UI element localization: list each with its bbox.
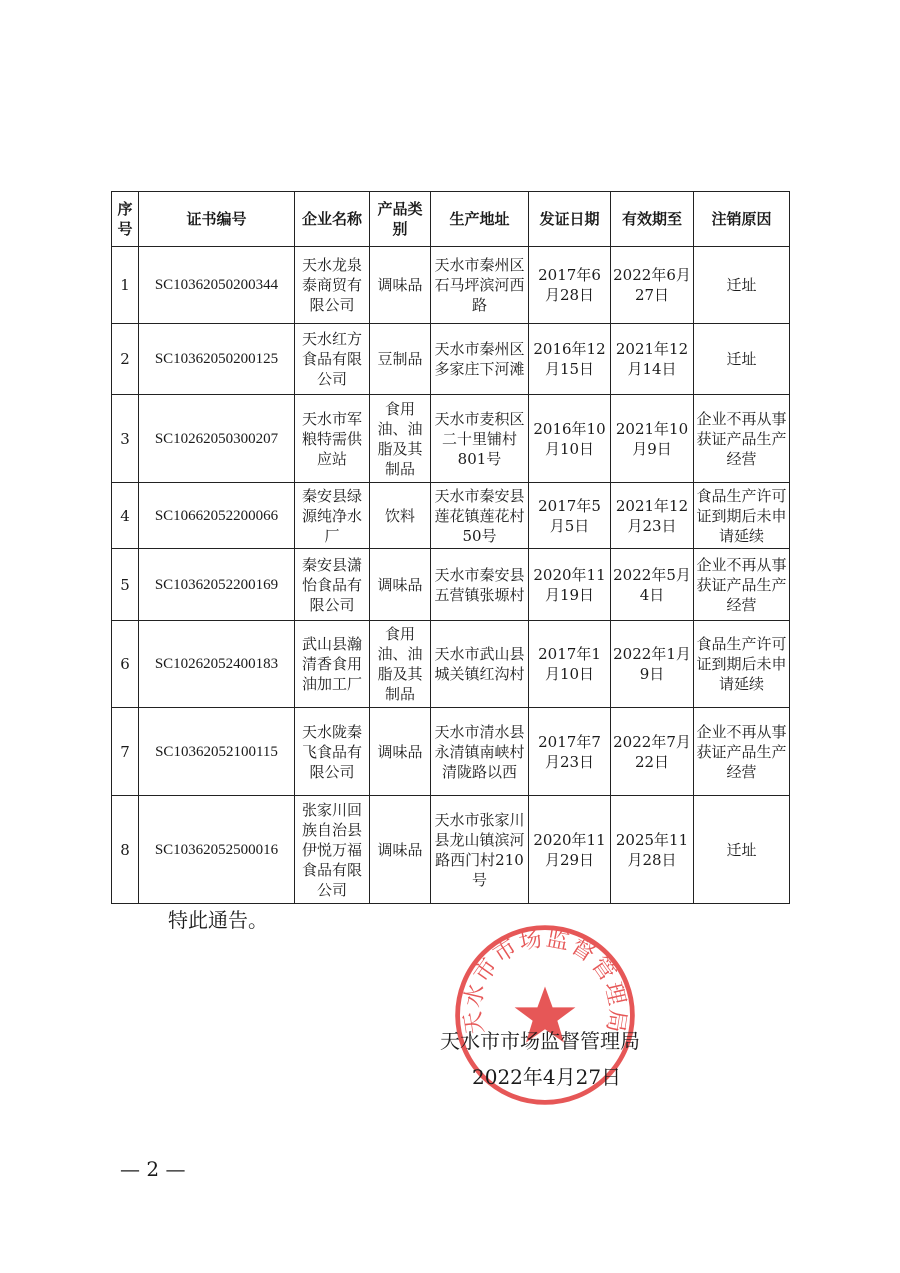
cell-valid: 2022年5月4日 [611, 549, 694, 621]
header-no: 序号 [112, 192, 139, 247]
cell-category: 调味品 [370, 549, 431, 621]
cell-no: 7 [112, 708, 139, 796]
cell-no: 6 [112, 621, 139, 708]
cell-issued: 2017年7月23日 [529, 708, 611, 796]
cell-company: 武山县瀚清香食用油加工厂 [295, 621, 370, 708]
header-issued: 发证日期 [529, 192, 611, 247]
cell-category: 豆制品 [370, 324, 431, 395]
table-row [112, 549, 790, 621]
cell-valid: 2022年7月22日 [611, 708, 694, 796]
cell-category: 饮料 [370, 483, 431, 549]
cell-reason: 企业不再从事获证产品生产经营 [694, 395, 790, 483]
cell-address: 天水市麦积区二十里铺村801号 [431, 395, 529, 483]
cell-category: 调味品 [370, 247, 431, 324]
table-row [112, 708, 790, 796]
header-cert: 证书编号 [139, 192, 295, 247]
cell-valid: 2022年6月27日 [611, 247, 694, 324]
cell-no: 1 [112, 247, 139, 324]
cell-no: 2 [112, 324, 139, 395]
cell-reason: 迁址 [694, 247, 790, 324]
table-row [112, 796, 790, 904]
cell-address: 天水市秦州区石马坪滨河西路 [431, 247, 529, 324]
issuing-authority: 天水市市场监督管理局 [440, 1029, 640, 1053]
cell-issued: 2020年11月29日 [529, 796, 611, 904]
cell-no: 4 [112, 483, 139, 549]
cell-no: 3 [112, 395, 139, 483]
cell-address: 天水市秦安县五营镇张塬村 [431, 549, 529, 621]
cell-company: 天水红方食品有限公司 [295, 324, 370, 395]
seal-text: 天水市市场监督管理局 [459, 925, 631, 1037]
cell-address: 天水市武山县城关镇红沟村 [431, 621, 529, 708]
header-company: 企业名称 [295, 192, 370, 247]
issue-date: 2022年4月27日 [472, 1065, 622, 1089]
closing-statement: 特此通告。 [168, 908, 268, 932]
cell-category: 食用油、油脂及其制品 [370, 621, 431, 708]
header-reason: 注销原因 [694, 192, 790, 247]
cell-valid: 2022年1月9日 [611, 621, 694, 708]
revocation-table [111, 191, 790, 904]
cell-cert: SC10362052100115 [139, 708, 295, 796]
cell-issued: 2020年11月19日 [529, 549, 611, 621]
cell-category: 食用油、油脂及其制品 [370, 395, 431, 483]
cell-reason: 企业不再从事获证产品生产经营 [694, 549, 790, 621]
cell-valid: 2025年11月28日 [611, 796, 694, 904]
cell-cert: SC10362050200344 [139, 247, 295, 324]
header-category: 产品类别 [370, 192, 431, 247]
cell-reason: 食品生产许可证到期后未申请延续 [694, 621, 790, 708]
cell-company: 秦安县绿源纯净水厂 [295, 483, 370, 549]
cell-valid: 2021年12月23日 [611, 483, 694, 549]
table-row [112, 621, 790, 708]
cell-cert: SC10362050200125 [139, 324, 295, 395]
cell-issued: 2017年1月10日 [529, 621, 611, 708]
cell-cert: SC10262050300207 [139, 395, 295, 483]
cell-company: 天水陇秦飞食品有限公司 [295, 708, 370, 796]
cell-category: 调味品 [370, 796, 431, 904]
cell-cert: SC10362052200169 [139, 549, 295, 621]
cell-cert: SC10362052500016 [139, 796, 295, 904]
cell-cert: SC10262052400183 [139, 621, 295, 708]
cell-issued: 2017年5月5日 [529, 483, 611, 549]
cell-company: 张家川回族自治县伊悦万福食品有限公司 [295, 796, 370, 904]
cell-issued: 2017年6月28日 [529, 247, 611, 324]
page-number: — 2 — [120, 1157, 186, 1181]
cell-issued: 2016年12月15日 [529, 324, 611, 395]
cell-reason: 企业不再从事获证产品生产经营 [694, 708, 790, 796]
header-valid: 有效期至 [611, 192, 694, 247]
cell-no: 8 [112, 796, 139, 904]
table-row [112, 324, 790, 395]
cell-address: 天水市张家川县龙山镇滨河路西门村210号 [431, 796, 529, 904]
cell-address: 天水市秦安县莲花镇莲花村50号 [431, 483, 529, 549]
cell-company: 秦安县潇怡食品有限公司 [295, 549, 370, 621]
cell-address: 天水市清水县永清镇南峡村清陇路以西 [431, 708, 529, 796]
table-row [112, 395, 790, 483]
table-row [112, 247, 790, 324]
cell-company: 天水市军粮特需供应站 [295, 395, 370, 483]
cell-reason: 迁址 [694, 324, 790, 395]
cell-issued: 2016年10月10日 [529, 395, 611, 483]
cell-category: 调味品 [370, 708, 431, 796]
cell-valid: 2021年12月14日 [611, 324, 694, 395]
cell-cert: SC10662052200066 [139, 483, 295, 549]
cell-valid: 2021年10月9日 [611, 395, 694, 483]
cell-reason: 迁址 [694, 796, 790, 904]
cell-no: 5 [112, 549, 139, 621]
table-header-row [112, 192, 790, 247]
cell-address: 天水市秦州区多家庄下河滩 [431, 324, 529, 395]
cell-company: 天水龙泉泰商贸有限公司 [295, 247, 370, 324]
table-row [112, 483, 790, 549]
cell-reason: 食品生产许可证到期后未申请延续 [694, 483, 790, 549]
header-address: 生产地址 [431, 192, 529, 247]
